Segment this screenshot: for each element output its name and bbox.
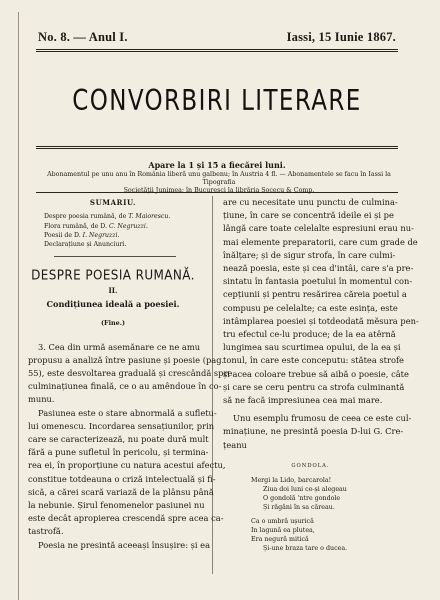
text-line: nează poesia, este și cea d'intâi, care s'a pre- (223, 263, 414, 274)
summary-rule (54, 256, 176, 257)
text-line: este decât apropierea crescendă spre acea ca- (28, 513, 224, 524)
text-line: compusu pe celelalte; ca este esința, este (223, 302, 398, 313)
text-line: care se caracterizează, nu poate dură mult (28, 434, 209, 445)
poem-line: In lagună ea plutea, (251, 527, 315, 535)
text-line: sică, a cărei scară variază de la plânsu până (28, 486, 214, 497)
text-line: cepțiunii și pentru resărirea căreia poetul a (223, 289, 407, 300)
text-line: propusu a analiză între pasiune și poesie (pag. (28, 354, 225, 365)
text-line: înălțare; și de sigur strofa, în care culmi- (223, 249, 396, 260)
text-line: 3. Cea din urmă asemănare ce ne amu (38, 341, 201, 352)
text-line: Poesia ne presintă aceeași însușire: și ea (38, 539, 211, 550)
left-column (28, 196, 233, 552)
text-line: intâmplarea poesiei și totdeodată mĕsura pen- (223, 315, 419, 326)
summary-item: Flora rumână, de D. C. Negruzzi. (44, 222, 148, 230)
text-line: lui omenescu. Incordarea sensațiunilor, prin (28, 420, 215, 431)
poem-line: Mergi la Lido, barcarola! (251, 477, 332, 485)
text-line: are cu necesitate unu punctu de culmina- (223, 197, 398, 207)
publication-frequency: Apare la 1 și 15 a fiecărei luni. (148, 160, 286, 170)
text-line: lângă care toate celelalte espresiuni erau nu- (223, 223, 414, 234)
subscription-line-2: Societății Junimea; în Bucuresci la librăria Socecu & Comp. (123, 187, 315, 195)
article-note: (Fine.) (101, 319, 125, 328)
text-line: lungimea sau scurtimea opului, de la ea și (223, 342, 401, 353)
text-line: rea ei, în proporțiune cu natura acestui afectu, (28, 460, 226, 471)
text-line: Pasiunea este o stare abnormală a sufletu- (38, 407, 217, 418)
poem-line: Era negură mitică (251, 536, 309, 544)
text-line: Unu esemplu frumosu de ceea ce este cul- (233, 413, 412, 424)
poem-line: Și-une braza tare o ducea. (263, 545, 348, 553)
text-line: tru efectul ce-lu produce; de la ea atêrnă (223, 329, 396, 340)
poem-line: O gondolă 'ntre gondole (263, 495, 341, 503)
text-line: tastrofă. (28, 526, 64, 537)
text-line: minațiune, ne presintă poesia D-lui G. Cre- (223, 426, 404, 437)
issue-number: No. 8. — Anul I. (38, 30, 128, 44)
text-line: fără a pune sufletul în pericolu, și termina- (28, 447, 209, 458)
text-line: constitue totdeauna o criză intelectuală și fi- (28, 473, 216, 484)
text-line: tonul, în care este conceputu: stătea strofe (223, 355, 404, 366)
text-line: mai elemente preparatorii, care cum grade de (223, 236, 418, 247)
text-line: la nebunie. Șirul fenomenelor pasiunei nu (28, 500, 205, 511)
article-title: DESPRE POESIA RUMANĂ. (31, 267, 195, 283)
poem (251, 476, 398, 553)
text-line: și acea coloare trebue să aibă o poesie, câte (223, 368, 409, 379)
subheader-rule (36, 192, 398, 193)
right-column (223, 196, 419, 553)
subscription-line-1: Abonamentul pe unu anu în România liberă unu galbenu; în Austria 4 fl. — Abonamentele se facu în Iassi la Tipografia (47, 171, 391, 187)
article-text-right (223, 196, 419, 407)
text-line: țeanu (223, 439, 247, 450)
article-part-number: II. (108, 286, 118, 296)
masthead-rule (36, 146, 398, 147)
text-line: țiune, în care se concentră ideile ei și pe (223, 210, 394, 221)
article-text-example (223, 412, 412, 452)
text-line: 55), este desvoltarea graduală și crescândă spre (28, 368, 233, 379)
summary-list (44, 212, 198, 250)
article-subtitle: Condițiunea ideală a poesiei. (46, 299, 180, 310)
text-line: și care se ceru pentru ca strofa culminantă (223, 381, 405, 392)
poem-title: GONDOLA. (291, 462, 330, 469)
text-line: culminațiunea finală, ce o au amêndoue în co- (28, 381, 222, 392)
summary-title: SUMARIU. (89, 198, 137, 207)
header-rule (36, 49, 398, 50)
text-line: munu. (28, 394, 55, 405)
poem-line: Ziua doi luni ce-și alegeau (263, 486, 347, 494)
masthead-rule-thin (36, 148, 398, 149)
text-line: să ne facă impresiunea cea mai mare. (223, 395, 383, 406)
poem-line: Ca o umbră ușurică (251, 518, 314, 526)
text-line: sintatu în fantasia poetului în momentul con- (223, 276, 413, 287)
header-rule-thin (36, 51, 398, 52)
article-text-left (28, 341, 233, 552)
summary-item: Poesii de D. I. Negruzzi. (44, 232, 120, 240)
summary-item: Declarațiune și Anunciuri. (44, 241, 127, 249)
poem-line: Și răgăni în sa căreau. (263, 504, 335, 512)
issue-place-date: Iassi, 15 Iunie 1867. (286, 30, 396, 44)
masthead-title: CONVORBIRI LITERARE (72, 84, 362, 118)
summary-item: Despre poesia rumână, de T. Maiorescu. (44, 213, 171, 221)
